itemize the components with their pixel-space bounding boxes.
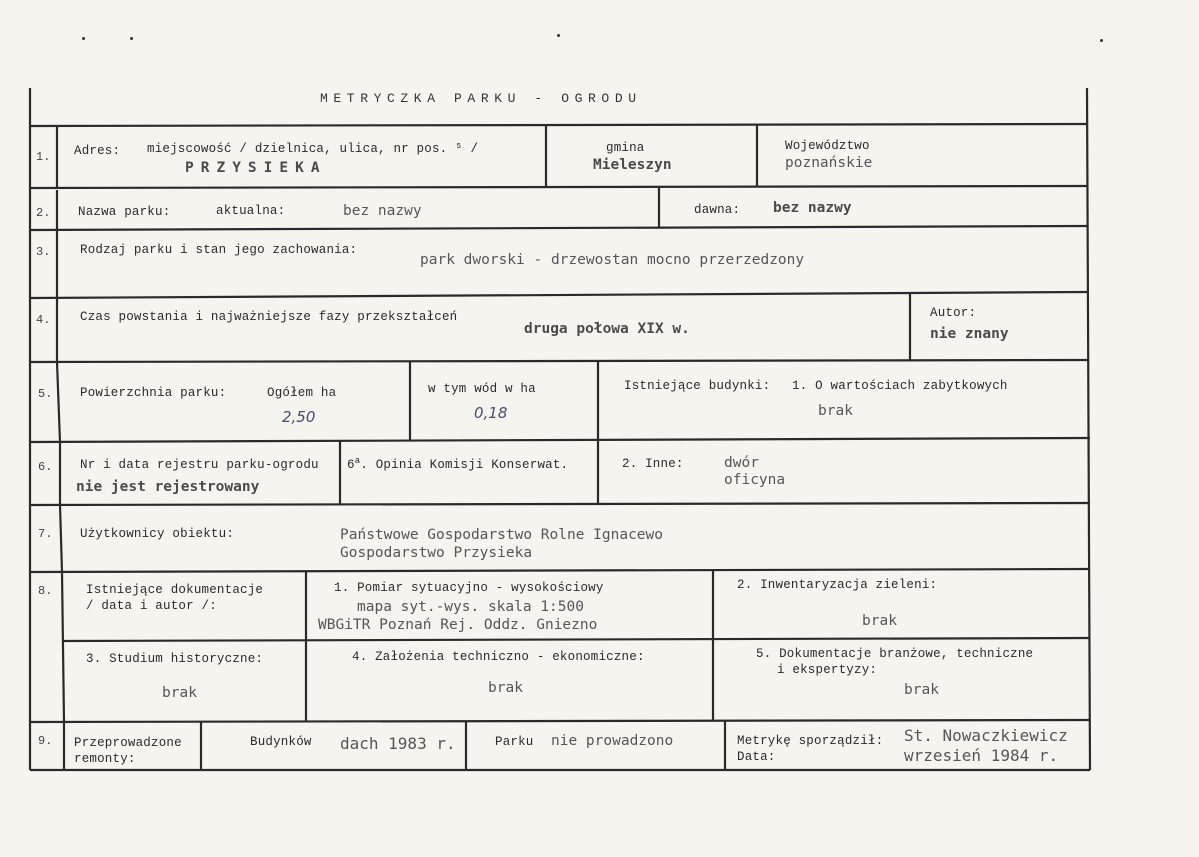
- register-label: Nr i data rejestru parku-ogrodu: [80, 458, 319, 472]
- paper-speck: [82, 37, 85, 40]
- branch-value: brak: [904, 682, 939, 698]
- inventory-label: 2. Inwentaryzacja zieleni:: [737, 578, 938, 592]
- other-buildings-value-1: dwór: [724, 455, 759, 471]
- history-label: 3. Studium historyczne:: [86, 652, 264, 666]
- date-label: Data:: [737, 750, 776, 764]
- park-name-current-value: bez nazwy: [343, 203, 422, 219]
- row-number-2: 2.: [36, 206, 51, 220]
- form-title: METRYCZKA PARKU - OGRODU: [320, 91, 642, 106]
- row-number-1: 1.: [36, 150, 51, 164]
- repairs-park-label: Parku: [495, 735, 534, 749]
- gmina-value: Mieleszyn: [593, 157, 672, 173]
- repairs-label-2: remonty:: [74, 752, 136, 766]
- compiled-by-value: St. Nowaczkiewicz: [904, 726, 1068, 745]
- park-name-former-label: dawna:: [694, 203, 741, 217]
- other-buildings-value-2: oficyna: [724, 472, 786, 488]
- docs-label-1: Istniejące dokumentacje: [86, 583, 264, 597]
- users-value-2: Gospodarstwo Przysieka: [340, 545, 533, 561]
- wojewodztwo-value: poznańskie: [785, 155, 873, 171]
- opinion-label: [347, 456, 568, 472]
- park-name-label: Nazwa parku:: [78, 205, 171, 219]
- opinion-superscript: a: [354, 456, 361, 466]
- author-value: nie znany: [930, 326, 1009, 342]
- survey-value-2: WBGiTR Poznań Rej. Oddz. Gniezno: [318, 617, 598, 633]
- branch-label-1: 5. Dokumentacje branżowe, techniczne: [756, 647, 1034, 661]
- row-number-4: 4.: [36, 313, 51, 327]
- wojewodztwo-label: Województwo: [785, 139, 870, 153]
- address-sub-label: miejscowość / dzielnica, ulica, nr pos. ⁵ /: [147, 142, 479, 156]
- row-number-3: 3.: [36, 245, 51, 259]
- tech-label: 4. Założenia techniczno - ekonomiczne:: [352, 650, 645, 664]
- opinion-number: 6: [347, 458, 355, 473]
- buildings-label: Istniejące budynki:: [624, 379, 771, 393]
- branch-label-2: i ekspertyzy:: [777, 663, 878, 677]
- repairs-label-1: Przeprowadzone: [74, 736, 182, 750]
- area-total-value: 2,50: [282, 408, 316, 426]
- history-value: brak: [162, 685, 197, 701]
- park-name-former-value: bez nazwy: [773, 200, 852, 216]
- row-number-7: 7.: [38, 527, 53, 541]
- users-label: Użytkownicy obiektu:: [80, 527, 235, 541]
- gmina-label: gmina: [606, 141, 645, 155]
- compiled-by-label: Metrykę sporządził:: [737, 734, 884, 748]
- date-value: wrzesień 1984 r.: [904, 746, 1059, 765]
- repairs-buildings-label: Budynków: [250, 735, 312, 749]
- inventory-value: brak: [862, 613, 897, 629]
- area-total-label: Ogółem ha: [267, 386, 337, 400]
- survey-label: 1. Pomiar sytuacyjno - wysokościowy: [334, 581, 604, 595]
- water-value: 0,18: [474, 404, 508, 422]
- paper-speck: [1100, 39, 1103, 42]
- register-value: nie jest rejestrowany: [76, 479, 260, 495]
- park-name-current-label: aktualna:: [216, 204, 286, 218]
- docs-label-2: / data i autor /:: [86, 599, 217, 613]
- buildings-sub-label: 1. O wartościach zabytkowych: [792, 379, 1008, 393]
- row-number-6: 6.: [38, 460, 53, 474]
- survey-value-1: mapa syt.-wys. skala 1:500: [357, 599, 584, 615]
- paper-speck: [130, 37, 133, 40]
- repairs-buildings-value: dach 1983 r.: [340, 734, 456, 753]
- users-value-1: Państwowe Gospodarstwo Rolne Ignacewo: [340, 527, 664, 543]
- address-value: PRZYSIEKA: [185, 160, 327, 176]
- paper-speck: [557, 34, 560, 37]
- repairs-park-value: nie prowadzono: [551, 733, 674, 749]
- row-number-5: 5.: [38, 387, 53, 401]
- author-label: Autor:: [930, 306, 977, 320]
- opinion-label-text: . Opinia Komisji Konserwat.: [360, 458, 569, 473]
- row-number-9: 9.: [38, 734, 53, 748]
- row-number-8: 8.: [38, 584, 53, 598]
- area-label: Powierzchnia parku:: [80, 386, 227, 400]
- park-type-value: park dworski - drzewostan mocno przerzedzony: [420, 252, 805, 268]
- park-type-label: Rodzaj parku i stan jego zachowania:: [80, 243, 358, 257]
- origin-label: Czas powstania i najważniejsze fazy przekształceń: [80, 310, 458, 324]
- buildings-value: brak: [818, 403, 853, 419]
- water-label: w tym wód w ha: [428, 382, 536, 396]
- origin-value: druga połowa XIX w.: [524, 321, 690, 337]
- other-buildings-label: 2. Inne:: [622, 457, 684, 471]
- tech-value: brak: [488, 680, 523, 696]
- address-label: Adres:: [74, 144, 121, 158]
